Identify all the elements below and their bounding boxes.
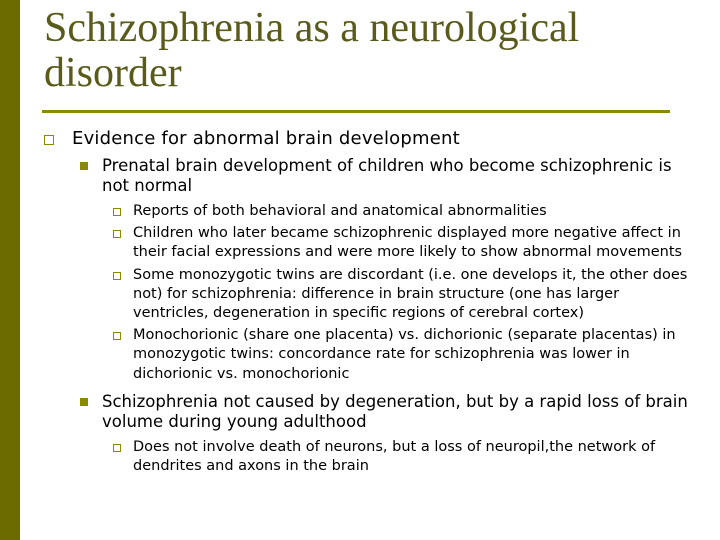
bullet-text: Reports of both behavioral and anatomical abnormalities <box>133 203 547 219</box>
bullet-text: Schizophrenia not caused by degeneration, but by a rapid loss of brain volume during young adulthood <box>102 391 688 431</box>
square-outline-bullet-icon <box>113 272 121 280</box>
bullet-level3 <box>133 326 693 384</box>
bullet-text: Children who later became schizophrenic displayed more negative affect in their facial expressions and were more likely to show abnormal movements <box>133 225 683 261</box>
bullet-text: Prenatal brain development of children who become schizophrenic is not normal <box>102 156 672 195</box>
square-filled-bullet-icon <box>80 162 88 170</box>
bullet-level3 <box>133 438 693 476</box>
title-divider <box>42 110 670 113</box>
bullet-text: Some monozygotic twins are discordant (i.e. one develops it, the other does not) for schizophrenia: difference in brain structure (one has larger ventricles, degeneration in specific regions of cerebral cortex) <box>133 266 688 322</box>
square-outline-bullet-icon <box>44 135 54 145</box>
bullet-level3 <box>133 224 693 262</box>
square-outline-bullet-icon <box>113 230 121 238</box>
bullet-level3 <box>133 266 693 324</box>
bullet-level2 <box>102 156 692 196</box>
square-outline-bullet-icon <box>113 332 121 340</box>
square-outline-bullet-icon <box>113 444 121 452</box>
bullet-text: Monochorionic (share one placenta) vs. dichorionic (separate placentas) in monozygotic twins: concordance rate for schizophrenia was lower in dichorionic vs. monochorionic <box>133 327 676 382</box>
slide-title: Schizophrenia as a neurological disorder <box>44 5 580 96</box>
bullet-text: Does not involve death of neurons, but a loss of neuropil,the network of dendrites and axons in the brain <box>133 438 656 475</box>
square-filled-bullet-icon <box>80 398 88 406</box>
bullet-level3 <box>133 202 693 221</box>
square-outline-bullet-icon <box>113 208 121 216</box>
bullet-text: Evidence for abnormal brain development <box>72 128 460 149</box>
bullet-level2 <box>102 392 692 432</box>
slide-body <box>0 128 720 476</box>
bullet-level1 <box>72 128 692 150</box>
